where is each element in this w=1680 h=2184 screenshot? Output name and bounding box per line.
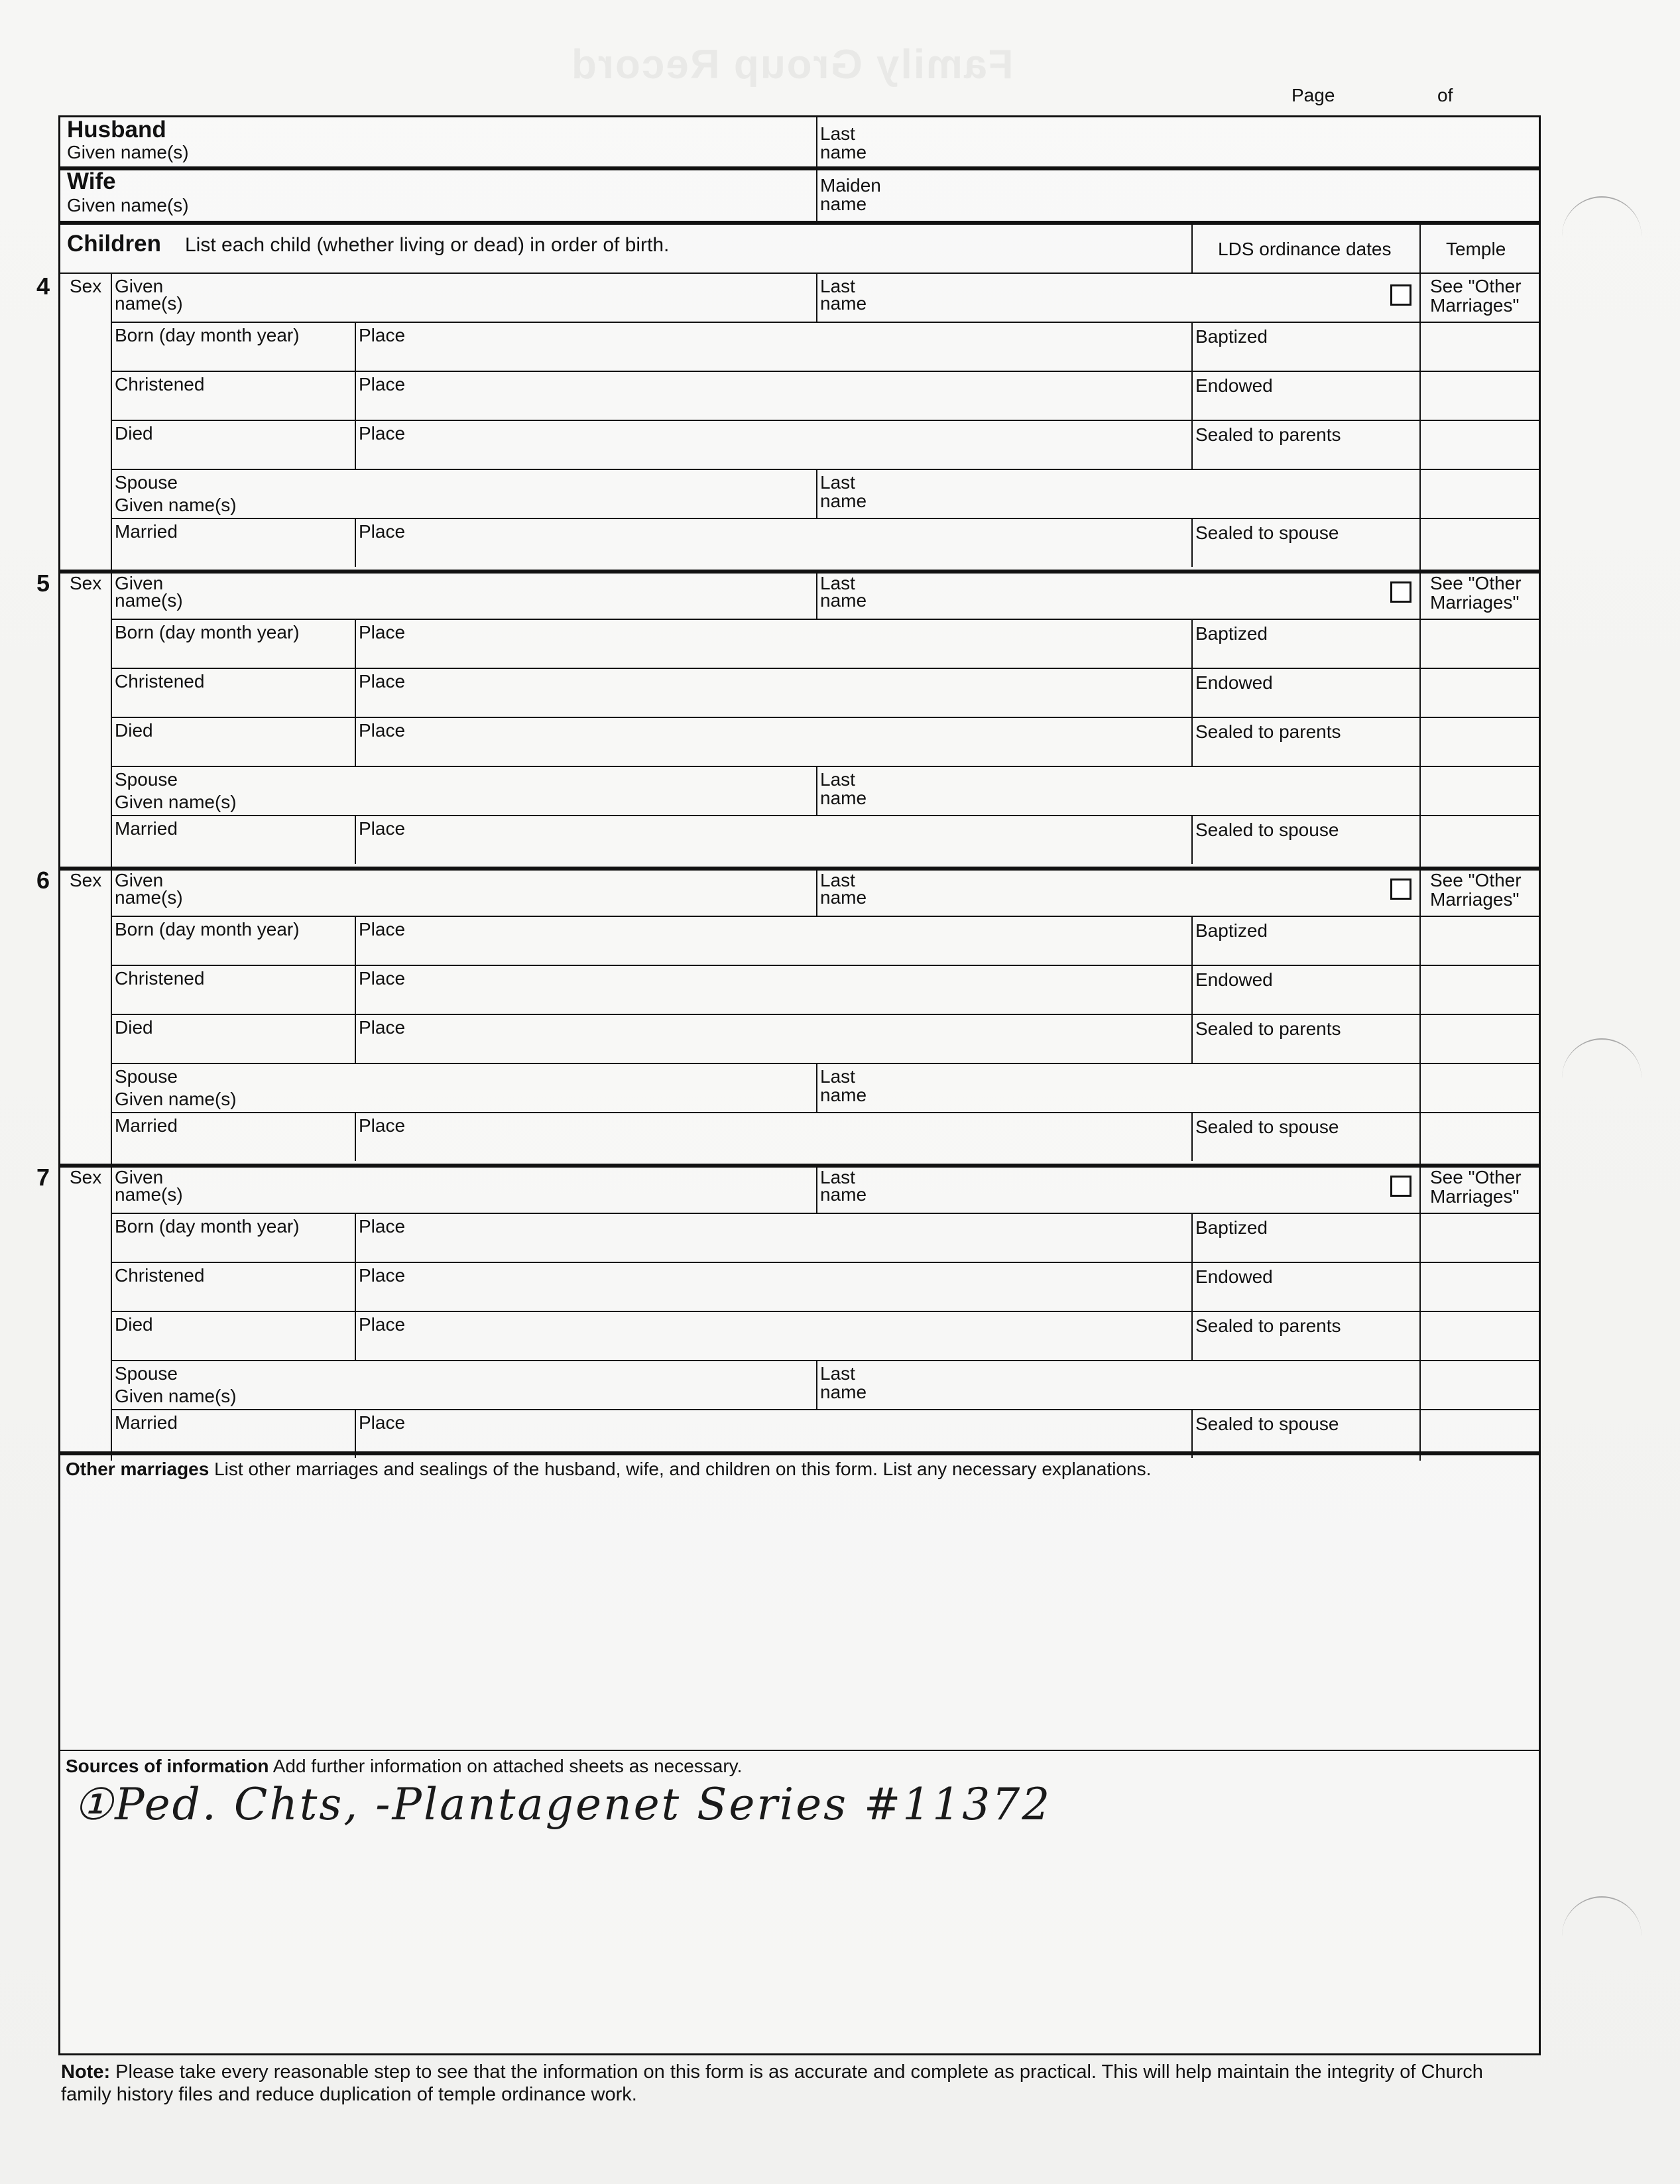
last-label-2: name — [820, 293, 867, 314]
married-label: Married — [115, 1115, 178, 1136]
see-other-marriages-checkbox[interactable] — [1390, 581, 1411, 603]
husband-last-label-1: Last — [820, 123, 855, 144]
spouse-label-2: Given name(s) — [115, 792, 237, 812]
child-block-4 — [36, 273, 1539, 570]
sealed-to-spouse-label: Sealed to spouse — [1195, 1117, 1339, 1137]
place-label: Place — [359, 622, 406, 642]
place-label: Place — [359, 919, 406, 940]
spouse-last-label-2: name — [820, 491, 867, 511]
sealed-to-spouse-label: Sealed to spouse — [1195, 819, 1339, 840]
sealed-to-parents-label: Sealed to parents — [1195, 1315, 1341, 1336]
place-label: Place — [359, 720, 406, 741]
born-label: Born (day month year) — [115, 919, 300, 940]
footer-note — [61, 2061, 1513, 2106]
place-label: Place — [359, 1314, 406, 1335]
given-label-1: Given — [115, 573, 164, 593]
sex-label: Sex — [70, 276, 102, 296]
endowed-label: Endowed — [1195, 672, 1273, 693]
given-label-2: name(s) — [115, 293, 183, 314]
place-label: Place — [359, 671, 406, 692]
last-label-1: Last — [820, 573, 855, 593]
binder-hole-mark — [1562, 196, 1642, 237]
sex-label: Sex — [70, 870, 102, 890]
last-label-2: name — [820, 887, 867, 908]
place-label: Place — [359, 1115, 406, 1136]
spouse-last-label-2: name — [820, 1085, 867, 1105]
sources-header — [66, 1756, 742, 1776]
place-label: Place — [359, 1017, 406, 1038]
other-marriages-area[interactable] — [60, 1483, 1539, 1748]
endowed-label: Endowed — [1195, 1266, 1273, 1287]
place-label: Place — [359, 968, 406, 989]
child-block-7 — [36, 1164, 1539, 1461]
page-label: Page — [1291, 85, 1335, 105]
sources-title: Sources of information — [66, 1756, 269, 1776]
place-label: Place — [359, 521, 406, 542]
given-label-2: name(s) — [115, 887, 183, 908]
sex-label: Sex — [70, 573, 102, 593]
given-label-1: Given — [115, 870, 164, 890]
wife-given-label: Given name(s) — [67, 195, 189, 215]
see-label-2: Marriages" — [1430, 295, 1520, 316]
wife-title: Wife — [67, 168, 116, 194]
children-title: Children — [67, 231, 161, 257]
place-label: Place — [359, 325, 406, 345]
died-label: Died — [115, 720, 153, 741]
see-other-marriages-checkbox[interactable] — [1390, 1176, 1411, 1197]
sealed-to-parents-label: Sealed to parents — [1195, 721, 1341, 742]
place-label: Place — [359, 1216, 406, 1237]
married-label: Married — [115, 818, 178, 839]
baptized-label: Baptized — [1195, 326, 1268, 347]
spouse-label-2: Given name(s) — [115, 495, 237, 515]
endowed-label: Endowed — [1195, 375, 1273, 396]
place-label: Place — [359, 1265, 406, 1286]
family-group-form — [36, 115, 1541, 2055]
temple-header: Temple — [1446, 239, 1506, 259]
sources-text: Add further information on attached sheets as necessary. — [272, 1756, 743, 1776]
married-label: Married — [115, 1412, 178, 1433]
given-label-2: name(s) — [115, 590, 183, 611]
see-other-marriages-label — [1430, 1168, 1522, 1206]
born-label: Born (day month year) — [115, 1216, 300, 1237]
sealed-to-spouse-label: Sealed to spouse — [1195, 522, 1339, 543]
spouse-last-label-1: Last — [820, 1066, 855, 1087]
spouse-label-2: Given name(s) — [115, 1089, 237, 1109]
given-label-1: Given — [115, 276, 164, 296]
christened-label: Christened — [115, 671, 205, 692]
spouse-label-1: Spouse — [115, 472, 178, 493]
child-number: 7 — [36, 1164, 50, 1191]
baptized-label: Baptized — [1195, 1217, 1268, 1238]
married-label: Married — [115, 521, 178, 542]
died-label: Died — [115, 1314, 153, 1335]
page-of-label: of — [1437, 85, 1453, 105]
see-label-1: See "Other — [1430, 573, 1522, 593]
child-number: 5 — [36, 570, 50, 597]
see-label-1: See "Other — [1430, 870, 1522, 890]
see-label-1: See "Other — [1430, 276, 1522, 296]
spouse-last-label-1: Last — [820, 769, 855, 790]
place-label: Place — [359, 1412, 406, 1433]
see-label-1: See "Other — [1430, 1167, 1522, 1187]
last-label-1: Last — [820, 1167, 855, 1187]
given-label-2: name(s) — [115, 1184, 183, 1205]
spouse-label-2: Given name(s) — [115, 1386, 237, 1406]
spouse-label-1: Spouse — [115, 1363, 178, 1384]
bleed-through-title: Family Group Record — [570, 42, 1014, 88]
binder-hole-mark — [1562, 1896, 1642, 1937]
child-number: 4 — [36, 273, 50, 300]
husband-given-label: Given name(s) — [67, 142, 189, 162]
christened-label: Christened — [115, 1265, 205, 1286]
sources-area[interactable] — [60, 1835, 1539, 2047]
sex-label: Sex — [70, 1167, 102, 1187]
wife-maiden-label-2: name — [820, 194, 867, 214]
child-number: 6 — [36, 867, 50, 894]
baptized-label: Baptized — [1195, 623, 1268, 644]
sealed-to-spouse-label: Sealed to spouse — [1195, 1414, 1339, 1434]
binder-hole-mark — [1562, 1038, 1642, 1079]
other-marriages-title: Other marriages — [66, 1459, 210, 1479]
other-marriages-text: List other marriages and sealings of the husband, wife, and children on this form. List any necessary explanations. — [214, 1459, 1152, 1479]
spouse-last-label-2: name — [820, 1382, 867, 1402]
last-label-2: name — [820, 590, 867, 611]
given-label-1: Given — [115, 1167, 164, 1187]
endowed-label: Endowed — [1195, 969, 1273, 990]
child-block-6 — [36, 867, 1539, 1164]
died-label: Died — [115, 423, 153, 444]
children-subtitle: List each child (whether living or dead) in order of birth. — [185, 234, 670, 256]
other-marriages-header — [66, 1459, 1151, 1479]
died-label: Died — [115, 1017, 153, 1038]
see-other-marriages-label — [1430, 574, 1522, 612]
place-label: Place — [359, 423, 406, 444]
baptized-label: Baptized — [1195, 920, 1268, 941]
spouse-label-1: Spouse — [115, 1066, 178, 1087]
see-other-marriages-checkbox[interactable] — [1390, 879, 1411, 900]
sealed-to-parents-label: Sealed to parents — [1195, 424, 1341, 445]
christened-label: Christened — [115, 968, 205, 989]
child-block-5 — [36, 570, 1539, 867]
wife-maiden-label-1: Maiden — [820, 175, 881, 196]
spouse-label-1: Spouse — [115, 769, 178, 790]
sealed-to-parents-label: Sealed to parents — [1195, 1018, 1341, 1039]
christened-label: Christened — [115, 374, 205, 394]
place-label: Place — [359, 818, 406, 839]
spouse-last-label-1: Last — [820, 472, 855, 493]
see-other-marriages-label — [1430, 276, 1522, 315]
see-label-2: Marriages" — [1430, 889, 1520, 910]
born-label: Born (day month year) — [115, 325, 300, 345]
note-text: Please take every reasonable step to see that the information on this form is as accurate and complete as practical. This will help maintain the integrity of Church family history files and reduce duplication of temple ordinance work. — [61, 2061, 1483, 2105]
last-label-2: name — [820, 1184, 867, 1205]
see-other-marriages-checkbox[interactable] — [1390, 284, 1411, 306]
lds-ordinance-dates-header: LDS ordinance dates — [1218, 239, 1392, 259]
handwritten-source-entry: ①Ped. Chts, -Plantagenet Series #11372 — [74, 1779, 1052, 1830]
place-label: Place — [359, 374, 406, 394]
note-title: Note: — [61, 2061, 111, 2083]
last-label-1: Last — [820, 870, 855, 890]
see-other-marriages-label — [1430, 871, 1522, 909]
husband-last-label-2: name — [820, 142, 867, 162]
spouse-last-label-1: Last — [820, 1363, 855, 1384]
see-label-2: Marriages" — [1430, 592, 1520, 613]
born-label: Born (day month year) — [115, 622, 300, 642]
last-label-1: Last — [820, 276, 855, 296]
see-label-2: Marriages" — [1430, 1186, 1520, 1207]
husband-title: Husband — [67, 117, 166, 143]
spouse-last-label-2: name — [820, 788, 867, 808]
